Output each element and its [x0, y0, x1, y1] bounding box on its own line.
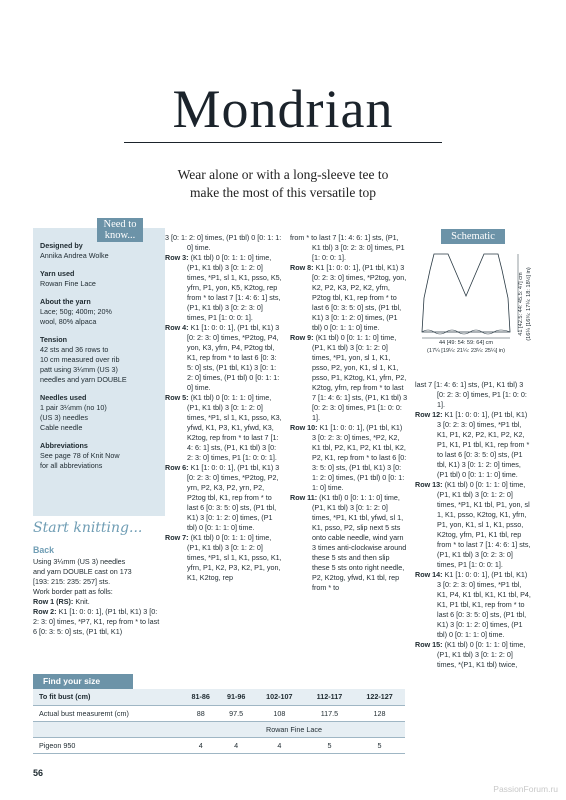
row-text: K1 [1: 0: 0: 1], (P1 tbl, K1) 3 [0: 2: 3: 0] times, *P7, K1, rep from * to last 6 [0: 3: 5: 0] sts, (P1 tbl, K1) — [33, 607, 160, 636]
subtitle — [0, 166, 566, 202]
size-cell: To fit bust (cm) — [33, 689, 183, 705]
size-cell: 108 — [254, 705, 305, 721]
block-line: Rowan Fine Lace — [40, 279, 96, 288]
start-knitting-heading: Start knitting... — [33, 520, 143, 536]
schematic-height-label — [517, 249, 533, 359]
block-line: (US 3) needles — [40, 413, 88, 422]
row-text: last 7 [1: 4: 6: 1] sts, (P1, K1 tbl) 3 [0: 2: 3: 0] times, P1 [1: 0: 0: 1]. — [415, 380, 527, 409]
row-label: Row 9: — [290, 333, 314, 342]
block-heading: Abbreviations — [40, 441, 88, 450]
pattern-row — [165, 393, 283, 463]
row-label: Row 7: — [165, 533, 189, 542]
size-cell: 91-96 — [218, 689, 253, 705]
size-cell: 112-117 — [305, 689, 354, 705]
pattern-row — [290, 233, 408, 263]
size-cell: 4 — [218, 737, 253, 753]
need-to-know-block — [40, 335, 158, 385]
row-label: Row 15: — [415, 640, 443, 649]
pattern-row — [290, 333, 408, 423]
size-table — [33, 689, 405, 754]
pattern-row — [165, 253, 283, 323]
find-your-size-box — [33, 674, 405, 772]
schematic-width-label — [418, 339, 514, 355]
size-cell: 81-86 — [183, 689, 218, 705]
vest-outline — [422, 254, 510, 332]
size-cell: 102-107 — [254, 689, 305, 705]
size-cell: 4 — [183, 737, 218, 753]
back-line: Using 3¼mm (US 3) needles — [33, 557, 126, 566]
size-header-row — [33, 689, 405, 705]
size-cell: 5 — [305, 737, 354, 753]
size-cell: 97.5 — [218, 705, 253, 721]
pattern-row — [290, 423, 408, 493]
block-line: See page 78 of Knit Now — [40, 451, 120, 460]
yarn-name-cell: Rowan Fine Lace — [183, 721, 405, 737]
yarn-amount-row — [33, 737, 405, 753]
row-label: Row 3: — [165, 253, 189, 262]
row-text: K1 [1: 0: 0: 1], (P1 tbl, K1) 3 [0: 2: 3: 0] times, *P1 tbl, K1, P1, K2, P2, K1, P2, K2, P1, K1, P1 tbl, K1, rep from * to last 6 [0: 3: 5: 0] sts, (P1 tbl, K1) 3 [0: 1: 2: 0] times, (P1 tbl) 0 [0: 1: 1: 0] time. — [437, 410, 530, 479]
pattern-row — [165, 233, 283, 253]
width-cm: 44 [49: 54: 59: 64] cm — [438, 340, 494, 346]
page-title: Mondrian — [172, 79, 394, 139]
row-label: Row 4: — [165, 323, 189, 332]
need-to-know-block — [40, 393, 158, 433]
back-rows — [33, 597, 165, 637]
block-heading: Designed by — [40, 241, 83, 250]
pattern-row — [415, 380, 533, 410]
page-number: 56 — [33, 768, 44, 778]
block-line: Lace; 50g; 400m; 20% — [40, 307, 112, 316]
need-to-know-block — [40, 297, 158, 327]
pattern-row — [290, 493, 408, 593]
yarn-name-row — [33, 721, 405, 737]
row-label: Row 13: — [415, 480, 443, 489]
row-label: Row 10: — [290, 423, 318, 432]
need-to-know-panel — [33, 228, 165, 516]
block-line: needles and yarn DOUBLE — [40, 375, 127, 384]
size-cell: 4 — [254, 737, 305, 753]
row-text: K1 [1: 0: 0: 1], (P1 tbl, K1) 3 [0: 2: 3: 0] times, *P2, K2, K1 tbl, P2, K1, P2, K1 tbl, K2, P2, K1, rep from * to last 6 [0: 3: 5: 0] sts, (P1 tbl, K1) 3 [0: 1: 2: 0] times, (P1 tbl) 0 [0: 1: 1: 0] time. — [312, 423, 407, 492]
row-text: K1 [1: 0: 0: 1], (P1 tbl, K1) 3 [0: 2: 3: 0] times, *P2tog, yon, K2, P2, K3, P2, K2, yfrn, P2tog tbl, K1, rep from * to last 6 [0: 3: 5: 0] sts, (P1 tbl, K1) 3 [0: 1: 2: 0] times, (P1 tbl) 0 [0: 1: 1: 0] time. — [312, 263, 407, 332]
row-text: (K1 tbl) 0 [0: 1: 1: 0] time, (P1, K1 tbl) 3 [0: 1: 2: 0] times, *P1, sl 1, K1, psso, K3, yfwd, K1, P3, K1, yfwd, K3, K2tog, rep from * to last 7 [1: 4: 6: 1] sts, (P1, K1 tbl) 3 [0: 2: 3: 0] times, P1 [1: 0: 0: 1]. — [187, 393, 282, 462]
size-cell: 5 — [354, 737, 405, 753]
size-cell — [33, 721, 183, 737]
pattern-row — [165, 533, 283, 583]
block-line: for all abbreviations — [40, 461, 103, 470]
block-line: wool, 80% alpaca — [40, 317, 97, 326]
block-line: 1 pair 3¼mm (no 10) — [40, 403, 107, 412]
pattern-row — [415, 480, 533, 570]
block-heading: Needles used — [40, 393, 87, 402]
watermark: PassionForum.ru — [493, 784, 558, 794]
block-line: Annika Andrea Wolke — [40, 251, 109, 260]
pattern-row — [415, 410, 533, 480]
back-line: and yarn DOUBLE cast on 173 — [33, 567, 132, 576]
pattern-row — [290, 263, 408, 333]
pattern-row — [165, 463, 283, 533]
block-heading: About the yarn — [40, 297, 91, 306]
row-label: Row 14: — [415, 570, 443, 579]
instructions-column-2 — [165, 233, 283, 583]
back-line: [193: 215: 235: 257] sts. — [33, 577, 111, 586]
schematic-label: Schematic — [441, 229, 505, 244]
bust-row — [33, 705, 405, 721]
row-text: K1 [1: 0: 0: 1], (P1 tbl, K1) 3 [0: 2: 3: 0] times, *P2tog, P2, yrn, P2, K3, P2, yrn, P2, P2tog tbl, K1, rep from * to last 6 [0: 3: 5: 0] sts, (P1 tbl, K1) 3 [0: 1: 2: 0] times, (P1 tbl) 0 [0: 1: 1: 0] time. — [187, 463, 280, 532]
block-line: 10 cm measured over rib — [40, 355, 120, 364]
row-label: Row 1 (RS): — [33, 597, 74, 606]
row-text: K1 [1: 0: 0: 1], (P1 tbl, K1) 3 [0: 2: 3: 0] times, *P2tog, P4, yon, K3, yfrn, P4, P2tog tbl, K1, rep from * to last 6 [0: 3: 5: 0] sts, (P1 tbl, K1) 3 [0: 1: 2: 0] times, (P1 tbl) 0 [0: 1: 1: 0] time. — [187, 323, 280, 392]
back-line: Work border patt as folls: — [33, 587, 113, 596]
row-text: (K1 tbl) 0 [0: 1: 1: 0] time, (P1, K1 tbl) 3 [0: 1: 2: 0] times, *P1, K1 tbl, yfwd, sl 1, K1, psso, P2, slip next 5 sts onto cable needle, wind yarn 3 times anti-clockwise around these 5 sts and then slip these 5 sts onto right needle, P2, K2tog, yfwd, K1 tbl, rep from * to — [312, 493, 407, 592]
block-heading: Tension — [40, 335, 68, 344]
subtitle-line: Wear alone or with a long-sleeve tee to — [177, 167, 389, 182]
subtitle-line: make the most of this versatile top — [190, 185, 376, 200]
row-text: (K1 tbl) 0 [0: 1: 1: 0] time, (P1, K1 tbl) 3 [0: 1: 2: 0] times, *P1, sl 1, K1, psso, K1, yfrn, P1, K2, P3, K2, P1, yon, K1, K2tog, rep — [187, 533, 282, 582]
instructions-column-3 — [290, 233, 408, 593]
pattern-row — [165, 323, 283, 393]
need-to-know-block — [40, 241, 158, 261]
row-label: Row 6: — [165, 463, 189, 472]
pattern-row — [415, 570, 533, 640]
row-text: K1 [1: 0: 0: 1], (P1 tbl, K1) 3 [0: 2: 3: 0] times, *P1 tbl, K1, P4, K1 tbl, K1, K1 tbl, P4, K1, P1 tbl, K1, rep from * to last 6 [0: 3: 5: 0] sts, (P1 tbl, K1) 3 [0: 1: 2: 0] times, (P1 tbl) 0 [0: 1: 1: 0] time. — [437, 570, 531, 639]
instructions-column-4 — [415, 380, 533, 670]
row-label: Row 2: — [33, 607, 57, 616]
row-text: 3 [0: 1: 2: 0] times, (P1 tbl) 0 [0: 1: 1: 0] time. — [165, 233, 282, 252]
pattern-row — [33, 607, 165, 637]
back-section — [33, 545, 165, 637]
block-heading: Yarn used — [40, 269, 75, 278]
need-to-know-tab — [97, 218, 143, 242]
size-cell: 122-127 — [354, 689, 405, 705]
tab-line: know... — [104, 230, 136, 241]
row-text: (K1 tbl) 0 [0: 1: 1: 0] time, (P1, K1 tbl) 3 [0: 1: 2: 0] times, *(P1, K1 tbl) twice, — [437, 640, 526, 669]
title-rule — [124, 142, 442, 143]
row-text: (K1 tbl) 0 [0: 1: 1: 0] time, (P1, K1 tbl) 3 [0: 1: 2: 0] times, *P1, sl 1, K1, psso, K5, yfrn, P1, yon, K5, K2tog, rep from * to last 7 [1: 4: 6: 1] sts, (P1, K1 tbl) 3 [0: 2: 3: 0] times, P1 [1: 0: 0: 1]. — [187, 253, 282, 322]
height-cm: 41 [42.5: 44: 45.5: 47] cm — [518, 272, 524, 336]
need-to-know-block — [40, 269, 158, 289]
height-in: (16¼ [16¾: 17¼: 18: 18½] in) — [526, 267, 532, 341]
row-text: from * to last 7 [1: 4: 6: 1] sts, (P1, K1 tbl) 3 [0: 2: 3: 0] times, P1 [1: 0: 0: 1]. — [290, 233, 405, 262]
block-line: 42 sts and 36 rows to — [40, 345, 109, 354]
tab-line: Need to — [103, 219, 137, 230]
block-line: patt using 3¼mm (US 3) — [40, 365, 118, 374]
row-label: Row 8: — [290, 263, 314, 272]
size-cell: 88 — [183, 705, 218, 721]
row-label: Row 5: — [165, 393, 189, 402]
pattern-row — [33, 597, 165, 607]
size-cell: 117.5 — [305, 705, 354, 721]
find-your-size-heading: Find your size — [33, 674, 133, 689]
row-text: Knit. — [75, 597, 90, 606]
size-cell: Actual bust measuremt (cm) — [33, 705, 183, 721]
back-title: Back — [33, 545, 55, 555]
size-cell: Pigeon 950 — [33, 737, 183, 753]
row-text: (K1 tbl) 0 [0: 1: 1: 0] time, (P1, K1 tbl) 3 [0: 1: 2: 0] times, *P1, yon, sl 1, K1, psso, P2, yon, K1, sl 1, K1, psso, P1, K2tog, K1, yfrn, P2, K2tog, yfrn, rep from * to last 7 [1: 4: 6: 1] sts, (P1, K1 tbl) 3 [0: 2: 3: 0] times, P1 [1: 0: 0: 1]. — [312, 333, 408, 422]
row-text: (K1 tbl) 0 [0: 1: 1: 0] time, (P1, K1 tbl) 3 [0: 1: 2: 0] times, *P1, K1 tbl, P1, yon, sl 1, K1, psso, K2tog, K1, yfrn, P1, yon, K1, sl 1, K1, psso, K2tog, yfrn, P1, K1 tbl, rep from * to last 7 [1: 4: 6: 1] sts, (P1, K1 tbl) 3 [0: 2: 3: 0] times, P1 [1: 0: 0: 1]. — [437, 480, 531, 569]
size-cell: 128 — [354, 705, 405, 721]
row-label: Row 11: — [290, 493, 318, 502]
need-to-know-block — [40, 441, 158, 471]
pattern-row — [415, 640, 533, 670]
row-label: Row 12: — [415, 410, 443, 419]
block-line: Cable needle — [40, 423, 83, 432]
width-in: (17¼ [19¼: 21¼: 23¼: 25¼] in) — [426, 348, 506, 354]
